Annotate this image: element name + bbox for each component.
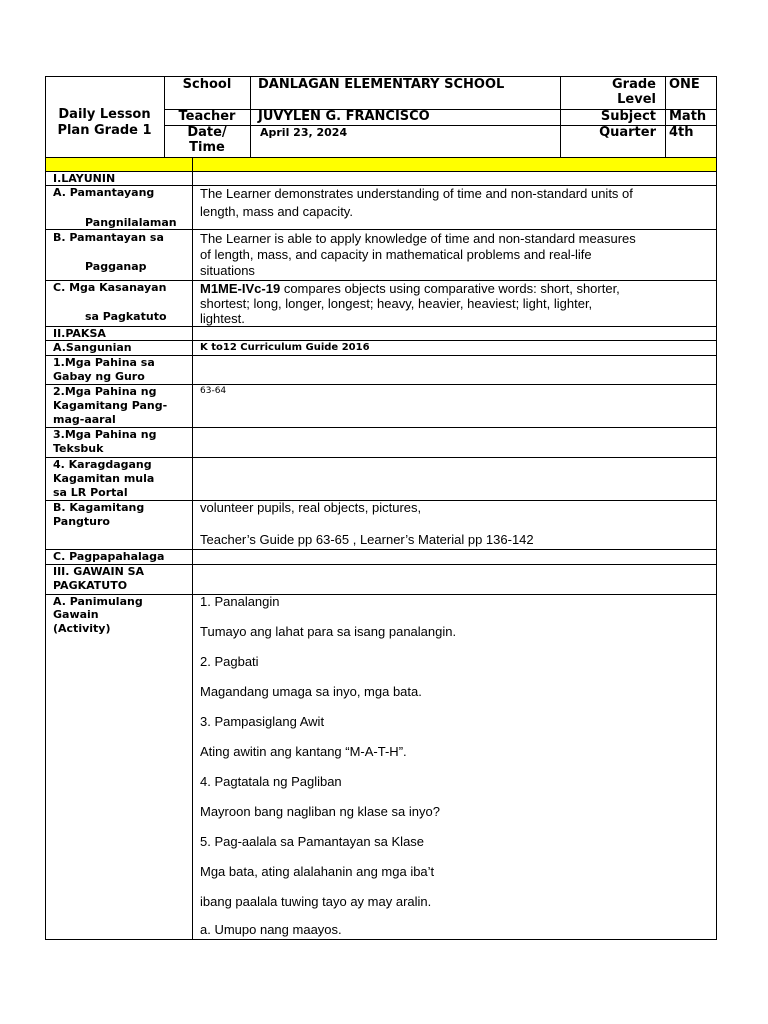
border-bottom xyxy=(45,939,717,940)
pamantayan-pagganap-text: situations xyxy=(200,263,255,278)
grade-value: ONE xyxy=(669,77,700,92)
pamantayan-pagganap-text: The Learner is able to apply knowledge of time and non-standard measures xyxy=(200,231,636,246)
highlight-band xyxy=(45,157,717,171)
panimulang-item: ibang paalala tuwing tayo ay may aralin. xyxy=(200,894,432,909)
date-value: April 23, 2024 xyxy=(260,126,348,139)
gabay-guro-label: 1.Mga Pahina sa xyxy=(53,356,155,369)
pagpapahalaga-label: C. Pagpapahalaga xyxy=(53,550,165,563)
teacher-label: Teacher xyxy=(178,109,236,124)
panimulang-item: 3. Pampasiglang Awit xyxy=(200,714,325,729)
border-right xyxy=(716,76,717,940)
kagamitang-pangturo-label: Pangturo xyxy=(53,515,110,528)
row-line xyxy=(45,326,717,327)
panimulang-item: Ating awitin ang kantang “M-A-T-H”. xyxy=(200,744,407,759)
panimulang-item: 5. Pag-aalala sa Pamantayan sa Klase xyxy=(200,834,425,849)
plan-title-line1: Daily Lesson xyxy=(58,107,151,122)
karagdagang-label: sa LR Portal xyxy=(53,486,128,499)
kagamitang-mag-aaral-value: 63-64 xyxy=(200,386,227,396)
panimulang-item: Magandang umaga sa inyo, mga bata. xyxy=(200,684,422,699)
teksbuk-label: 3.Mga Pahina ng xyxy=(53,428,157,441)
panimulang-item: 1. Panalangin xyxy=(200,594,280,609)
gawain-heading: PAGKATUTO xyxy=(53,579,128,592)
row-line xyxy=(45,564,717,565)
pamantayang-nilalaman-label: A. Pamantayang xyxy=(53,186,155,199)
pamantayan-pagganap-label: B. Pamantayan sa xyxy=(53,231,164,244)
kagamitang-pangturo-text: volunteer pupils, real objects, pictures, xyxy=(200,500,422,515)
panimulang-item: Tumayo ang lahat para sa isang panalangin. xyxy=(200,624,457,639)
teksbuk-label: Teksbuk xyxy=(53,442,104,455)
layunin-heading: I.LAYUNIN xyxy=(53,172,116,185)
teacher-value: JUVYLEN G. FRANCISCO xyxy=(258,109,430,124)
pamantayan-pagganap-label: Pagganap xyxy=(85,260,147,273)
panimulang-label: A. Panimulang xyxy=(53,595,143,608)
kasanayan-label: sa Pagkatuto xyxy=(85,310,167,323)
panimulang-item: Mga bata, ating alalahanin ang mga iba’t xyxy=(200,864,435,879)
row-line xyxy=(45,340,717,341)
grade-label-line1: Grade xyxy=(612,77,656,92)
panimulang-item: Mayroon bang nagliban ng klase sa inyo? xyxy=(200,804,440,819)
row-line xyxy=(45,157,717,158)
school-value: DANLAGAN ELEMENTARY SCHOOL xyxy=(258,77,505,92)
karagdagang-label: Kagamitan mula xyxy=(53,472,155,485)
panimulang-item: 2. Pagbati xyxy=(200,654,259,669)
kagamitang-mag-aaral-label: 2.Mga Pahina ng xyxy=(53,385,157,398)
header-col-4 xyxy=(665,76,666,157)
pamantayang-nilalaman-text: The Learner demonstrates understanding of time and non-standard units of xyxy=(200,186,633,201)
gawain-heading: III. GAWAIN SA xyxy=(53,565,145,578)
pamantayang-nilalaman-label: Pangnilalaman xyxy=(85,216,177,229)
date-label-line2: Time xyxy=(189,140,225,155)
panimulang-label: (Activity) xyxy=(53,622,111,635)
kasanayan-label: C. Mga Kasanayan xyxy=(53,281,167,294)
panimulang-label: Gawain xyxy=(53,608,99,621)
subject-value: Math xyxy=(669,109,707,124)
kagamitang-mag-aaral-label: Kagamitang Pang- xyxy=(53,399,168,412)
quarter-label: Quarter xyxy=(599,125,656,140)
date-label-line1: Date/ xyxy=(187,125,227,140)
grade-label-line2: Level xyxy=(617,92,656,107)
paksa-heading: II.PAKSA xyxy=(53,327,106,340)
kagamitang-mag-aaral-label: mag-aaral xyxy=(53,413,116,426)
kasanayan-text-line3: lightest. xyxy=(200,311,245,326)
border-left xyxy=(45,76,46,940)
row-line xyxy=(45,171,717,172)
karagdagang-label: 4. Karagdagang xyxy=(53,458,152,471)
plan-title-line2: Plan Grade 1 xyxy=(57,123,152,138)
kasanayan-text-line1: compares objects using comparative words: short, shorter, xyxy=(280,281,620,296)
kagamitang-pangturo-text: Teacher’s Guide pp 63-65 , Learner’s Material pp 136-142 xyxy=(200,532,534,547)
subject-label: Subject xyxy=(600,109,656,124)
sangunian-value: K to12 Curriculum Guide 2016 xyxy=(200,342,370,353)
school-label: School xyxy=(182,77,232,92)
pamantayan-pagganap-text: of length, mass, and capacity in mathematical problems and real-life xyxy=(200,247,592,262)
panimulang-item: a. Umupo nang maayos. xyxy=(200,922,342,937)
kasanayan-text-line2: shortest; long, longer, longest; heavy, heavier, heaviest; light, lighter, xyxy=(200,296,593,311)
kasanayan-text xyxy=(200,281,620,296)
panimulang-item: 4. Pagtatala ng Pagliban xyxy=(200,774,342,789)
header-col-2 xyxy=(250,76,251,157)
sangunian-label: A.Sangunian xyxy=(53,341,132,354)
kagamitang-pangturo-label: B. Kagamitang xyxy=(53,501,145,514)
quarter-value: 4th xyxy=(669,125,694,140)
pamantayang-nilalaman-text: length, mass and capacity. xyxy=(200,204,353,219)
kasanayan-code: M1ME-IVc-19 xyxy=(200,281,281,296)
lesson-plan-sheet xyxy=(45,76,717,940)
gabay-guro-label: Gabay ng Guro xyxy=(53,370,145,383)
row-line xyxy=(45,594,717,595)
